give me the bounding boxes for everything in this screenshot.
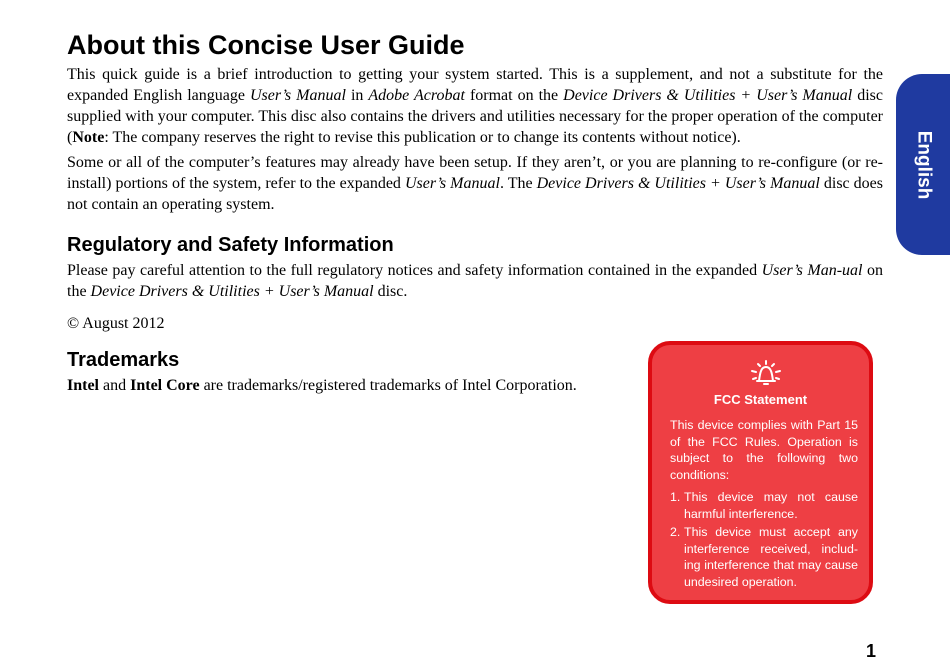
language-tab-label: English	[913, 130, 934, 199]
list-item: 1. This device may not cause harmful interference.	[670, 490, 858, 521]
fcc-body: This device complies with Part 15 of the FCC Rules. Operation is subject to the following two conditions:	[670, 418, 858, 482]
regulatory-paragraph: Please pay careful attention to the full regulatory notices and safety information contained in the expanded User’s Man-ual on the Device Drivers & Utilities + User’s Manual disc.	[67, 262, 884, 300]
page-number: 1	[866, 641, 877, 661]
list-item: 2. This device must accept any interference received, includ-ing interference that may cause undesired operation.	[670, 525, 858, 589]
trademarks-heading: Trademarks	[67, 349, 180, 371]
trademarks-paragraph: Intel and Intel Core are trademarks/registered trademarks of Intel Corporation.	[67, 377, 577, 394]
fcc-conditions-list	[670, 489, 858, 593]
language-tab	[896, 74, 950, 255]
fcc-title: FCC Statement	[713, 392, 808, 407]
page-title: About this Concise User Guide	[67, 30, 465, 60]
copyright-line: © August 2012	[67, 315, 165, 332]
fcc-bell-icon	[748, 359, 784, 389]
regulatory-heading: Regulatory and Safety Information	[67, 234, 394, 256]
fcc-statement-box	[648, 341, 873, 604]
intro-paragraph-2: Some or all of the computer’s features may already have been setup. If they aren’t, or you are planning to re-configure (or re-install) portions of the system, refer to the expanded User’s Manual. The Device Drivers & Utilities + User’s Manual disc does not contain an operating system.	[67, 154, 884, 213]
intro-paragraph-1: This quick guide is a brief introduction to getting your system started. This is a supplement, and not a substitute for the expanded English language User’s Manual in Adobe Acrobat format on the Device Drivers & Utilities + User’s Manual disc supplied with your computer. This disc also contains the drivers and utilities necessary for the proper operation of the computer (Note: The company reserves the right to revise this publication or to change its contents without notice).	[67, 66, 883, 146]
